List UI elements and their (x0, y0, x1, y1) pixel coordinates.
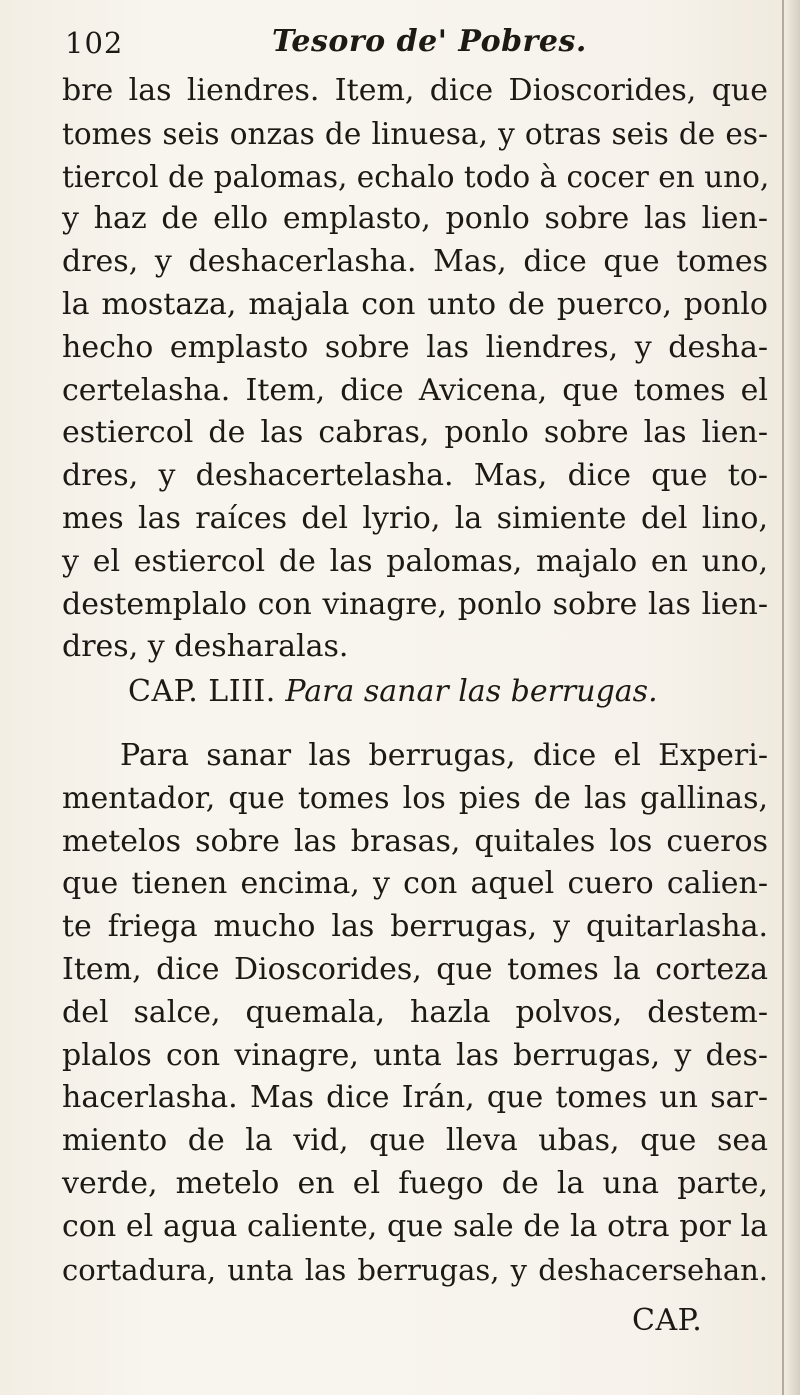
chapter-number: CAP. LIII. (128, 674, 276, 709)
chapter-heading (128, 672, 658, 712)
chapter-title: Para sanar las berrugas. (285, 674, 658, 709)
text-line: verde, metelo en el fuego de la una parte, (62, 1165, 768, 1201)
text-line: bre las liendres. Item, dice Dioscorides, que (62, 73, 768, 108)
text-line: te friega mucho las berrugas, y quitarlasha. (62, 909, 768, 945)
page-edge-shadow (786, 0, 800, 1395)
text-line: dres, y deshacerlasha. Mas, dice que tomes (62, 244, 768, 280)
running-head (65, 18, 705, 66)
text-line: destemplalo con vinagre, ponlo sobre las lien- (62, 586, 768, 622)
text-line: cortadura, unta las berrugas, y deshacersehan. (62, 1252, 768, 1287)
text-line: la mostaza, majala con unto de puerco, ponlo (62, 286, 768, 322)
text-line: mentador, que tomes los pies de las gallinas, (62, 780, 768, 816)
text-line: Para sanar las berrugas, dice el Experi- (120, 738, 768, 773)
catchword: CAP. (632, 1303, 703, 1338)
text-line: dres, y desharalas. (62, 629, 349, 665)
text-line: metelos sobre las brasas, quitales los cueros (62, 823, 768, 859)
text-line: tiercol de palomas, echalo todo à cocer en uno, (62, 159, 770, 194)
text-line: Item, dice Dioscorides, que tomes la corteza (62, 951, 768, 987)
text-line: del salce, quemala, hazla polvos, destem- (62, 994, 768, 1030)
text-line: hecho emplasto sobre las liendres, y desha- (62, 329, 768, 365)
text-line: miento de la vid, que lleva ubas, que sea (62, 1123, 768, 1159)
paragraph-liendres (62, 70, 768, 669)
text-line: plalos con vinagre, unta las berrugas, y des- (62, 1037, 768, 1073)
text-line: dres, y deshacertelasha. Mas, dice que to- (62, 458, 768, 494)
text-line: que tienen encima, y con aquel cuero calien- (62, 866, 768, 902)
running-title: Tesoro de' Pobres. (272, 24, 587, 59)
text-line: hacerlasha. Mas dice Irán, que tomes un sar- (62, 1080, 768, 1116)
text-line: y haz de ello emplasto, ponlo sobre las lien- (62, 201, 768, 237)
paragraph-berrugas (62, 735, 768, 1291)
page-number: 102 (65, 26, 124, 60)
text-line: tomes seis onzas de linuesa, y otras seis de es- (62, 116, 768, 151)
page-edge-rule (782, 0, 784, 1395)
text-line: certelasha. Item, dice Avicena, que tomes el (62, 372, 768, 408)
text-line: mes las raíces del lyrio, la simiente del lino, (62, 500, 768, 536)
text-line: estiercol de las cabras, ponlo sobre las lien- (62, 415, 768, 451)
text-line: y el estiercol de las palomas, majalo en uno, (62, 543, 768, 579)
text-line: con el agua caliente, que sale de la otra por la (62, 1208, 768, 1244)
